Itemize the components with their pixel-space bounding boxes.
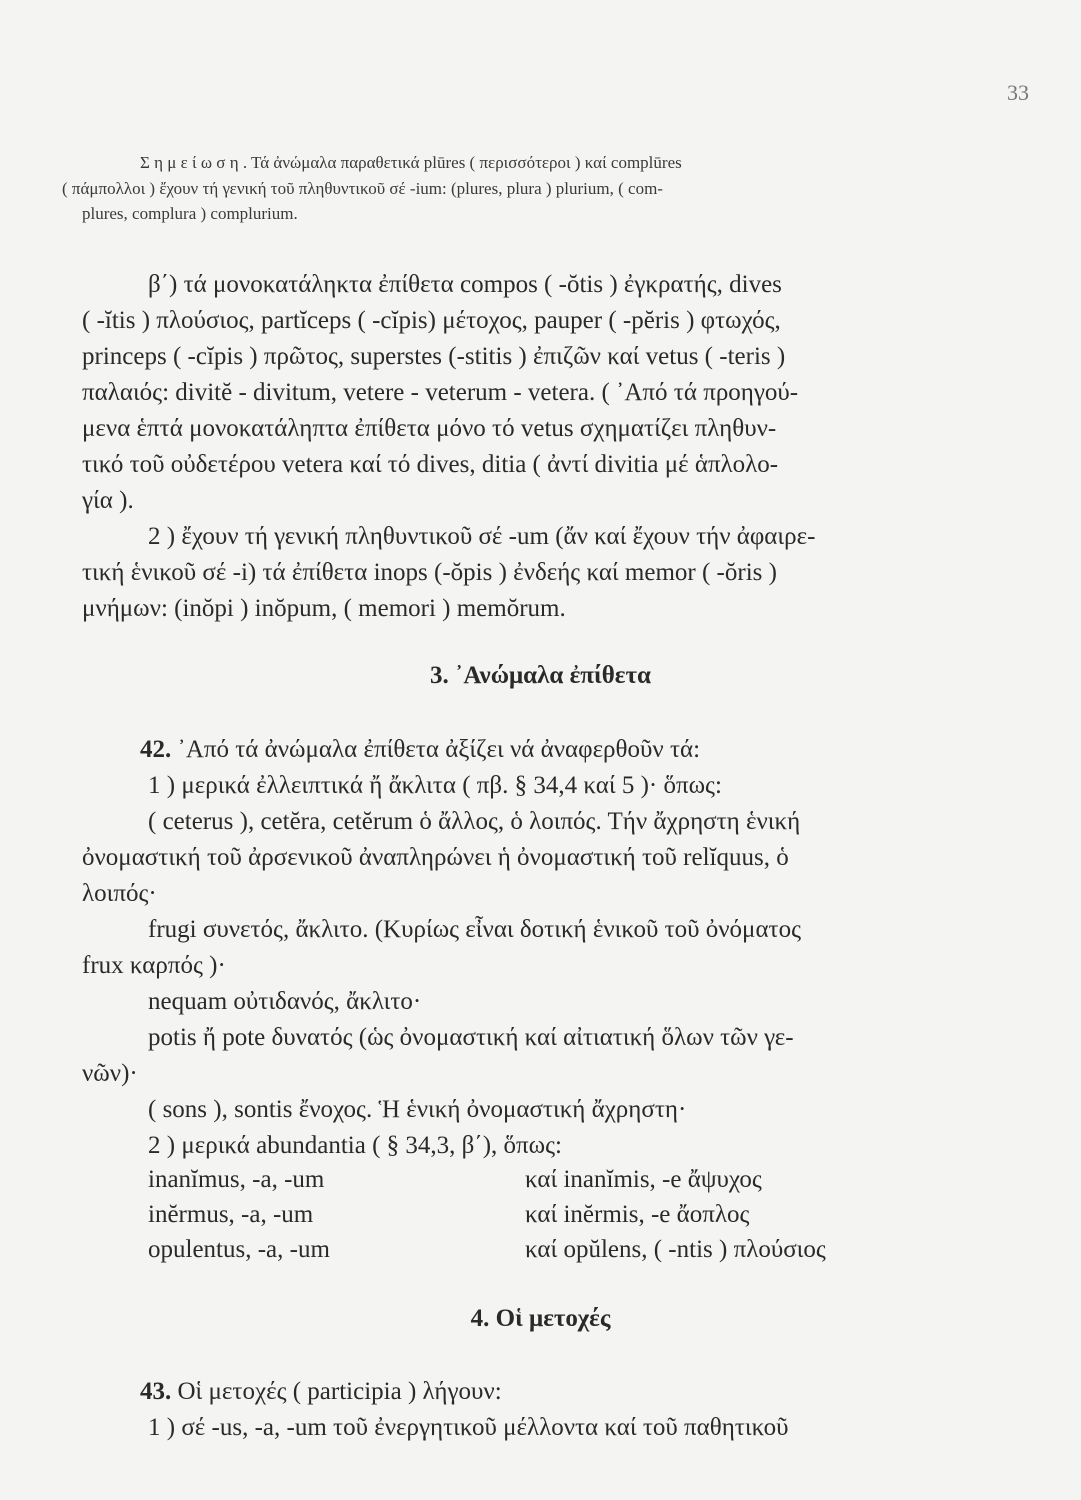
para-b-line-5: μενα ἑπτά μονοκατάληπτα ἐπίθετα μόνο τό vetus σχηματίζει πληθυν-: [82, 415, 777, 442]
section-43-number: 43.: [140, 1378, 172, 1405]
section-heading-4: 4. Οἱ μετοχές: [470, 1305, 611, 1332]
note-line-3: plures, complura ) complurium.: [82, 204, 298, 223]
pair-1-right: καί inanĭmis, -e ἄψυχος: [525, 1166, 762, 1193]
para-b-line-2: ( -ĭtis ) πλούσιος, partĭceps ( -cĭpis) μέτοχος, pauper ( -pĕris ) φτωχός,: [82, 307, 781, 334]
pair-2-left: inĕrmus, -a, -um: [148, 1201, 314, 1228]
section-43-line-1: 1 ) σέ -us, -a, -um τοῦ ἐνεργητικοῦ μέλλοντα καί τοῦ παθητικοῦ: [148, 1414, 789, 1441]
section-42-line-5: frugi συνετός, ἄκλιτο. (Κυρίως εἶναι δοτική ἑνικοῦ τοῦ ὀνόματος: [148, 916, 802, 943]
section-42-line-6: frux καρπός )·: [82, 952, 226, 979]
section-42-line-9: νῶν)·: [82, 1060, 138, 1087]
section-42-line-10: ( sons ), sontis ἔνοχος. Ἡ ἑνική ὀνομαστική ἄχρηστη·: [148, 1096, 687, 1123]
note-line-1: Σ η μ ε ί ω σ η . Τά ἀνώμαλα παραθετικά plūres ( περισσότεροι ) καί complūres: [140, 153, 682, 172]
section-42-line-2: ( ceterus ), cetĕra, cetĕrum ὁ ἄλλος, ὁ λοιπός. Τήν ἄχρηστη ἑνική: [148, 808, 801, 835]
section-43-intro-text: Οἱ μετοχές ( participia ) λήγουν:: [171, 1378, 502, 1405]
pair-3-right: καί opŭlens, ( -ntis ) πλούσιος: [525, 1236, 826, 1263]
section-42-line-3: ὀνομαστική τοῦ ἀρσενικοῦ ἀναπληρώνει ἡ ὀνομαστική τοῦ relĭquus, ὁ: [82, 844, 789, 871]
section-42-intro: [140, 735, 700, 765]
section-42-line-8: potis ἤ pote δυνατός (ὡς ὀνομαστική καί αἰτιατική ὅλων τῶν γε-: [148, 1024, 794, 1051]
pair-2-right: καί inĕrmis, -e ἄοπλος: [525, 1201, 750, 1228]
section-43-intro: [140, 1377, 502, 1407]
section-heading-3: 3. ᾿Ανώμαλα ἐπίθετα: [430, 662, 651, 689]
para-b-line-4: παλαιός: divitĕ - divitum, vetere - veterum - vetera. ( ᾿Από τά προηγού-: [82, 379, 799, 406]
page-number: 33: [1007, 80, 1029, 105]
section-42-line-7: nequam οὐτιδανός, ἄκλιτο·: [148, 988, 422, 1015]
para-2-line-3: μνήμων: (inŏpi ) inŏpum, ( memori ) memŏrum.: [82, 595, 566, 622]
pair-3-left: opulentus, -a, -um: [148, 1236, 330, 1263]
section-42-line-1: 1 ) μερικά ἐλλειπτικά ἤ ἄκλιτα ( πβ. § 34,4 καί 5 )· ὅπως:: [148, 772, 722, 799]
note-line-2: ( πάμπολλοι ) ἔχουν τή γενική τοῦ πληθυντικοῦ σέ -ium: (plures, plura ) plurium, ( com-: [62, 179, 663, 198]
para-b-line-7: γία ).: [82, 487, 134, 514]
para-b-line-1: β΄) τά μονοκατάληκτα ἐπίθετα compos ( -ŏtis ) ἐγκρατής, dives: [148, 271, 782, 298]
para-2-line-1: 2 ) ἔχουν τή γενική πληθυντικοῦ σέ -um (ἄν καί ἔχουν τήν ἀφαιρε-: [148, 523, 816, 550]
para-2-line-2: τική ἑνικοῦ σέ -i) τά ἐπίθετα inops (-ŏpis ) ἐνδεής καί memor ( -ŏris ): [82, 559, 777, 586]
section-42-line-11: 2 ) μερικά abundantia ( § 34,3, β΄), ὅπως:: [148, 1132, 562, 1159]
section-42-number: 42.: [140, 736, 172, 763]
section-42-line-4: λοιπός·: [82, 880, 157, 907]
para-b-line-6: τικό τοῦ οὐδετέρου vetera καί τό dives, ditia ( ἀντί divitia μέ ἁπλολο-: [82, 451, 779, 478]
section-42-intro-text: ᾿Από τά ἀνώμαλα ἐπίθετα ἀξίζει νά ἀναφερθοῦν τά:: [171, 736, 701, 763]
para-b-line-3: princeps ( -cĭpis ) πρῶτος, superstes (-stitis ) ἐπιζῶν καί vetus ( -teris ): [82, 343, 786, 370]
pair-1-left: inanĭmus, -a, -um: [148, 1166, 325, 1193]
